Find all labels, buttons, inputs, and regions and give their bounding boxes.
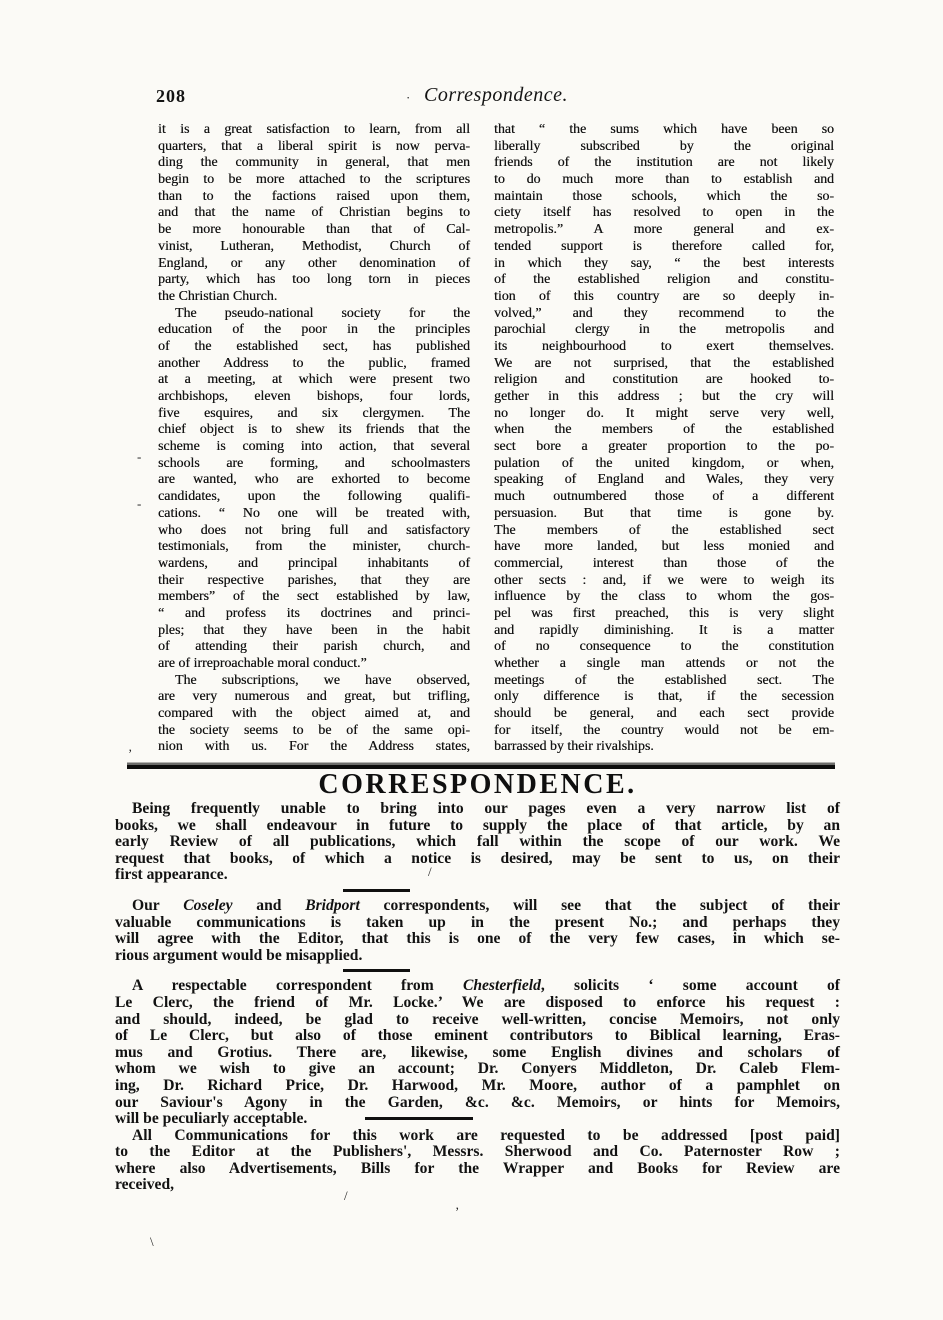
text-line: persuasion. But that time is gone by. [494, 505, 834, 521]
text-line: ding the community in general, that men [158, 155, 470, 171]
italic-text: Coseley [183, 896, 233, 914]
text-line: to the Editor at the Publishers', Messrs. Sherwood and Co. Paternoster Row ; [115, 1143, 840, 1161]
text-line: another Address to the public, framed [158, 355, 470, 371]
scan-artifact: \ [150, 1234, 154, 1249]
text-line: Being frequently unable to bring into our pages even a very narrow list of [132, 800, 840, 817]
text-line: have more landed, but less monied and [494, 539, 834, 555]
scan-artifact: · [406, 90, 411, 105]
section-heading: CORRESPONDENCE. [318, 769, 637, 800]
text-line: scheme is coming into action, that several [158, 439, 470, 455]
text-line: pel was first preached, this is very slight [494, 605, 834, 621]
text-line: ples; that they have been in the habit [158, 622, 470, 638]
text-line: pulation of the united kingdom, or when, [494, 455, 834, 471]
scan-artifact: ’ [128, 746, 133, 761]
text-line: The pseudo-national society for the [175, 305, 470, 321]
text-line: The subscriptions, we have observed, [175, 672, 470, 688]
text-line: chief object is to shew its friends that the [158, 422, 470, 438]
italic-text: Bridport [305, 896, 360, 914]
text-run: will be peculiarly acceptable. [115, 1110, 308, 1128]
correspondence-notices [115, 801, 840, 1194]
text-line: party, which has too long torn in pieces [158, 272, 470, 288]
column-left [158, 122, 470, 756]
notice-paragraph [115, 801, 840, 884]
text-line: whether a single man attends or not the [494, 656, 834, 671]
text-line: All Communications for this work are requested to be addressed [post paid] [132, 1126, 840, 1144]
text-line: Le Clerc, the friend of Mr. Locke.’ We are disposed to enforce his request : [115, 993, 840, 1011]
text-line: We are not surprised, that the established [494, 355, 834, 371]
text-line: other sects : and, if we were to weigh its [494, 572, 834, 588]
text-line: candidates, upon the following qualifi- [158, 489, 470, 505]
text-line: are wanted, who are exhorted to become [158, 472, 470, 488]
text-line: and rapidly diminishing. It is a matter [494, 622, 834, 638]
text-line: archbishops, eleven bishops, four lords, [158, 389, 470, 404]
text-line: testimonials, from the minister, church- [158, 539, 470, 555]
column-right [494, 122, 834, 756]
text-line: and should, indeed, be glad to receive well-written, concise Memoirs, not only [115, 1010, 840, 1028]
text-line [115, 978, 840, 995]
text-line: schools are forming, and schoolmasters [158, 455, 470, 471]
text-line: barrassed by their rivalships. [494, 739, 654, 755]
text-line: received, [115, 1176, 175, 1194]
text-line: sect bore a greater proportion to the po- [494, 439, 834, 455]
text-line: of attending their parish church, and [158, 639, 470, 655]
text-line: speaking of England and Wales, they very [494, 472, 834, 488]
text-line: tion of this country are so deeply in- [494, 288, 834, 304]
scan-artifact: ’ [455, 1204, 460, 1219]
scan-artifact: - [137, 496, 142, 511]
notice-paragraph [115, 978, 840, 1127]
text-line: commercial, interest than those of the [494, 555, 834, 571]
text-line: only difference is that, if the secession [494, 689, 834, 705]
text-line: begin to be more attached to the scriptures [158, 172, 470, 188]
text-run: correspondents, will see that the subject of their [359, 896, 840, 914]
text-line: friends of the institution are not likely [494, 155, 834, 171]
text-line: than to the factions raised upon them, [158, 188, 470, 204]
text-line: education of the poor in the principles [158, 322, 470, 338]
text-line: nion with us. For the Address states, [158, 739, 470, 755]
text-line: the Christian Church. [158, 288, 278, 304]
text-line: influence by the class to whom the gos- [494, 589, 834, 605]
text-line: meetings of the established sect. The [494, 672, 834, 688]
text-line: compared with the object aimed at, and [158, 706, 470, 722]
text-line: are of irreproachable moral conduct.” [158, 656, 367, 671]
text-line: the society seems to be of the same opi- [158, 722, 470, 738]
text-line: tended support is therefore called for, [494, 238, 834, 254]
text-line [115, 1111, 840, 1128]
text-line: religion and constitution are hooked to- [494, 372, 834, 388]
italic-text: Chesterfield [462, 977, 541, 995]
text-line: of the established religion and constitu- [494, 272, 834, 288]
text-line: are very numerous and great, but trifling, [158, 689, 470, 705]
text-line: whom we wish to give an account; Dr. Conyers Middleton, Dr. Caleb Flem- [115, 1060, 840, 1078]
notice-paragraph [115, 1128, 840, 1194]
text-line: liberally subscribed by the original [494, 138, 834, 154]
text-line: will agree with the Editor, that this is one of the very few cases, in which se- [115, 930, 840, 948]
text-line: ciety itself has resolved to open in the [494, 205, 834, 221]
short-divider-rule [343, 889, 410, 892]
text-line: its neighbourhood to exert themselves. [494, 338, 834, 354]
text-line: request that books, of which a notice is desired, may be sent to us, on their [115, 849, 840, 867]
text-line: quarters, that a liberal spirit is now perva- [158, 138, 470, 154]
scan-artifact: - [137, 449, 142, 464]
text-line: it is a great satisfaction to learn, from all [158, 122, 470, 137]
text-line: gether in this address ; but the cry will [494, 389, 834, 404]
text-line: in which they say, “ the best interests [494, 255, 834, 271]
text-line: “ and profess its doctrines and princi- [158, 605, 470, 621]
text-run: and [232, 896, 306, 914]
text-line: books, we shall endeavour in future to supply the place of that article, by an [115, 816, 840, 834]
text-line: of no consequence to the constitution [494, 639, 834, 655]
text-line: when the members of the established [494, 422, 834, 438]
text-line: for itself, the country would not be em- [494, 722, 834, 738]
text-line: who does not bring full and satisfactory [158, 522, 470, 538]
inline-rule [365, 1117, 473, 1120]
text-line: The members of the established sect [494, 522, 834, 538]
text-line: cations. “ No one will be treated with, [158, 505, 470, 521]
text-line: where also Advertisements, Bills for the Wrapper and Books for Review are [115, 1159, 840, 1177]
text-line: England, or any other denomination of [158, 255, 470, 271]
text-line: five esquires, and six clergymen. The [158, 405, 470, 421]
text-line: of the established sect, has published [158, 338, 470, 354]
text-line: members” of the sect established by law, [158, 589, 470, 605]
notice-paragraph [115, 898, 840, 964]
text-line: of Le Clerc, but also of those eminent contributors to Biblical learning, Eras- [115, 1027, 840, 1045]
text-line: metropolis.” A more general and ex- [494, 222, 834, 238]
text-line: much outnumbered those of a different [494, 489, 834, 505]
text-line: parochial clergy in the metropolis and [494, 322, 834, 338]
text-run: Our [132, 896, 184, 914]
short-divider-rule [343, 969, 410, 972]
text-run: A respectable correspondent from [132, 977, 463, 995]
running-title: Correspondence. [424, 84, 568, 106]
text-line: maintain those schools, which the so- [494, 188, 834, 204]
text-line: early Review of all publications, which fall within the scope of our work. We [115, 833, 840, 851]
text-line: at a meeting, at which were present two [158, 372, 470, 388]
text-line: volved,” and they recommend to the [494, 305, 834, 321]
text-line: that “ the sums which have been so [494, 122, 834, 137]
text-line: be more honourable than that of Cal- [158, 222, 470, 238]
text-line: and that the name of Christian begins to [158, 205, 470, 221]
text-line: valuable communications is taken up in the present No.; and perhaps they [115, 913, 840, 931]
text-line: no longer do. It might serve very well, [494, 405, 834, 421]
scan-artifact: / [428, 864, 432, 879]
text-line: wardens, and principal inhabitants of [158, 555, 470, 571]
page-number: 208 [156, 86, 186, 106]
text-line: mus and Grotius. There are, likewise, some English divines and scholars of [115, 1043, 840, 1061]
text-line: should be general, and each sect provide [494, 706, 834, 722]
text-line: first appearance. [115, 866, 228, 884]
article-columns [158, 122, 834, 756]
text-line: vinist, Lutheran, Methodist, Church of [158, 238, 470, 254]
scan-artifact: / [344, 1188, 348, 1203]
text-line: our Saviour's Agony in the Garden, &c. &c. Memoirs, or hints for Memoirs, [115, 1093, 840, 1111]
text-line: ing, Dr. Richard Price, Dr. Harwood, Mr. Moore, author of a pamphlet on [115, 1076, 840, 1094]
text-line: to do much more than to establish and [494, 172, 834, 188]
text-line [115, 898, 840, 915]
text-line: their respective parishes, that they are [158, 572, 470, 588]
text-run: , solicits ‘ some account of [540, 977, 841, 995]
text-line: rious argument would be misapplied. [115, 946, 363, 964]
